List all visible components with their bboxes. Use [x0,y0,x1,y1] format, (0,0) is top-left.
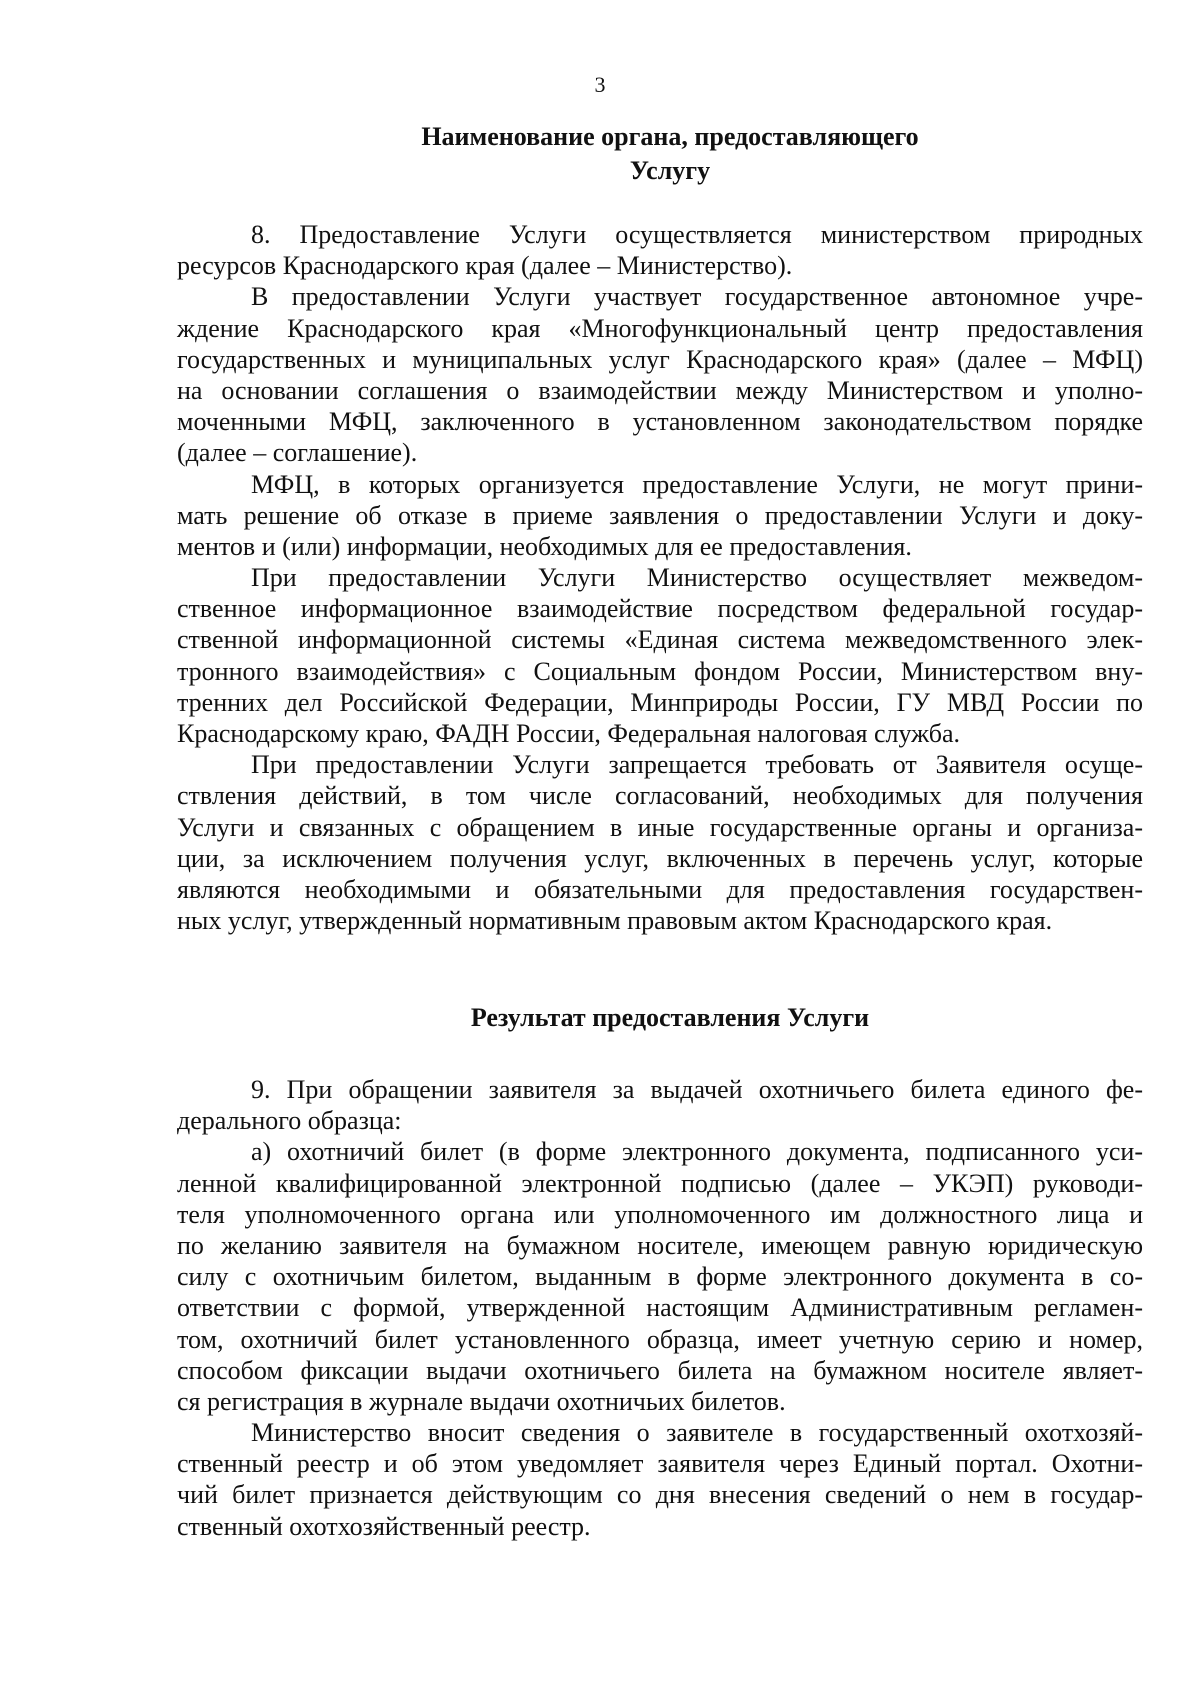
paragraph-line: ся регистрация в журнале выдачи охотничьих билетов. [177,1386,786,1416]
paragraph-line: ных услуг, утвержденный нормативным правовым актом Краснодарского края. [177,906,1053,936]
section-heading-result [150,1001,1190,1035]
paragraph-line: Министерство вносит сведения о заявителе в государственный охотхозяй- [251,1418,1143,1448]
paragraph-line: по желанию заявителя на бумажном носителе, имеющем равную юридическую [177,1230,1143,1260]
paragraph-line: том, охотничий билет установленного образца, имеет учетную серию и номер, [177,1324,1143,1354]
paragraph-line: на основании соглашения о взаимодействии между Министерством и уполно- [177,375,1143,405]
section-body-authority [177,219,1143,936]
paragraph-line: чий билет признается действующим со дня внесения сведений о нем в государ- [177,1480,1143,1510]
section-heading-authority [150,120,1190,188]
section-body-result [177,1074,1143,1542]
heading-line: Услугу [629,156,711,185]
page-number: 3 [594,72,606,97]
paragraph-line: силу с охотничьим билетом, выданным в форме электронного документа в со- [177,1262,1143,1292]
paragraph-line: (далее – соглашение). [177,438,418,468]
paragraph-line: ственной информационной системы «Единая система межведомственного элек- [177,625,1143,655]
paragraph-line: а) охотничий билет (в форме электронного документа, подписанного уси- [251,1137,1143,1167]
paragraph-line: являются необходимыми и обязательными для предоставления государствен- [177,874,1143,904]
paragraph-line: ственное информационное взаимодействие посредством федеральной государ- [177,594,1143,624]
paragraph-line: моченными МФЦ, заключенного в установленном законодательством порядке [177,407,1143,437]
paragraph-line: ственный охотхозяйственный реестр. [177,1511,591,1541]
paragraph-line: теля уполномоченного органа или уполномоченного им должностного лица и [177,1199,1143,1229]
paragraph-line: мать решение об отказе в приеме заявления о предоставлении Услуги и доку- [177,500,1143,530]
paragraph-line: МФЦ, в которых организуется предоставление Услуги, не могут прини- [251,469,1143,499]
paragraph-line: ции, за исключением получения услуг, включенных в перечень услуг, которые [177,843,1143,873]
paragraph-line: ленной квалифицированной электронной подписью (далее – УКЭП) руководи- [177,1168,1143,1198]
heading-line: Наименование органа, предоставляющего [421,122,919,151]
paragraph-line: тренних дел Российской Федерации, Минприроды России, ГУ МВД России по [177,687,1143,717]
paragraph-line: дерального образца: [177,1106,402,1136]
paragraph-line: Услуги и связанных с обращением в иные государственные органы и организа- [177,812,1143,842]
paragraph-line: ресурсов Краснодарского края (далее – Министерство). [177,251,793,281]
paragraph-line: ответствии с формой, утвержденной настоящим Административным регламен- [177,1293,1143,1323]
paragraph-line: Краснодарскому краю, ФАДН России, Федеральная налоговая служба. [177,719,961,748]
paragraph-line: В предоставлении Услуги участвует государственное автономное учре- [251,282,1143,312]
heading-line: Результат предоставления Услуги [470,1003,870,1032]
paragraph-line: государственных и муниципальных услуг Краснодарского края» (далее – МФЦ) [177,344,1143,374]
paragraph-line: ментов и (или) информации, необходимых для ее предоставления. [177,531,912,561]
paragraph-line: тронного взаимодействия» с Социальным фондом России, Министерством вну- [177,656,1143,686]
paragraph-line: ждение Краснодарского края «Многофункциональный центр предоставления [177,313,1143,343]
paragraph-line: 8. Предоставление Услуги осуществляется министерством природных [251,220,1143,249]
paragraph-line: 9. При обращении заявителя за выдачей охотничьего билета единого фе- [251,1075,1143,1104]
paragraph-line: ствления действий, в том числе согласований, необходимых для получения [177,781,1143,811]
paragraph-line: При предоставлении Услуги Министерство осуществляет межведом- [251,563,1143,593]
paragraph-line: При предоставлении Услуги запрещается требовать от Заявителя осуще- [251,750,1143,780]
paragraph-line: способом фиксации выдачи охотничьего билета на бумажном носителе являет- [177,1355,1143,1385]
paragraph-line: ственный реестр и об этом уведомляет заявителя через Единый портал. Охотни- [177,1449,1143,1479]
